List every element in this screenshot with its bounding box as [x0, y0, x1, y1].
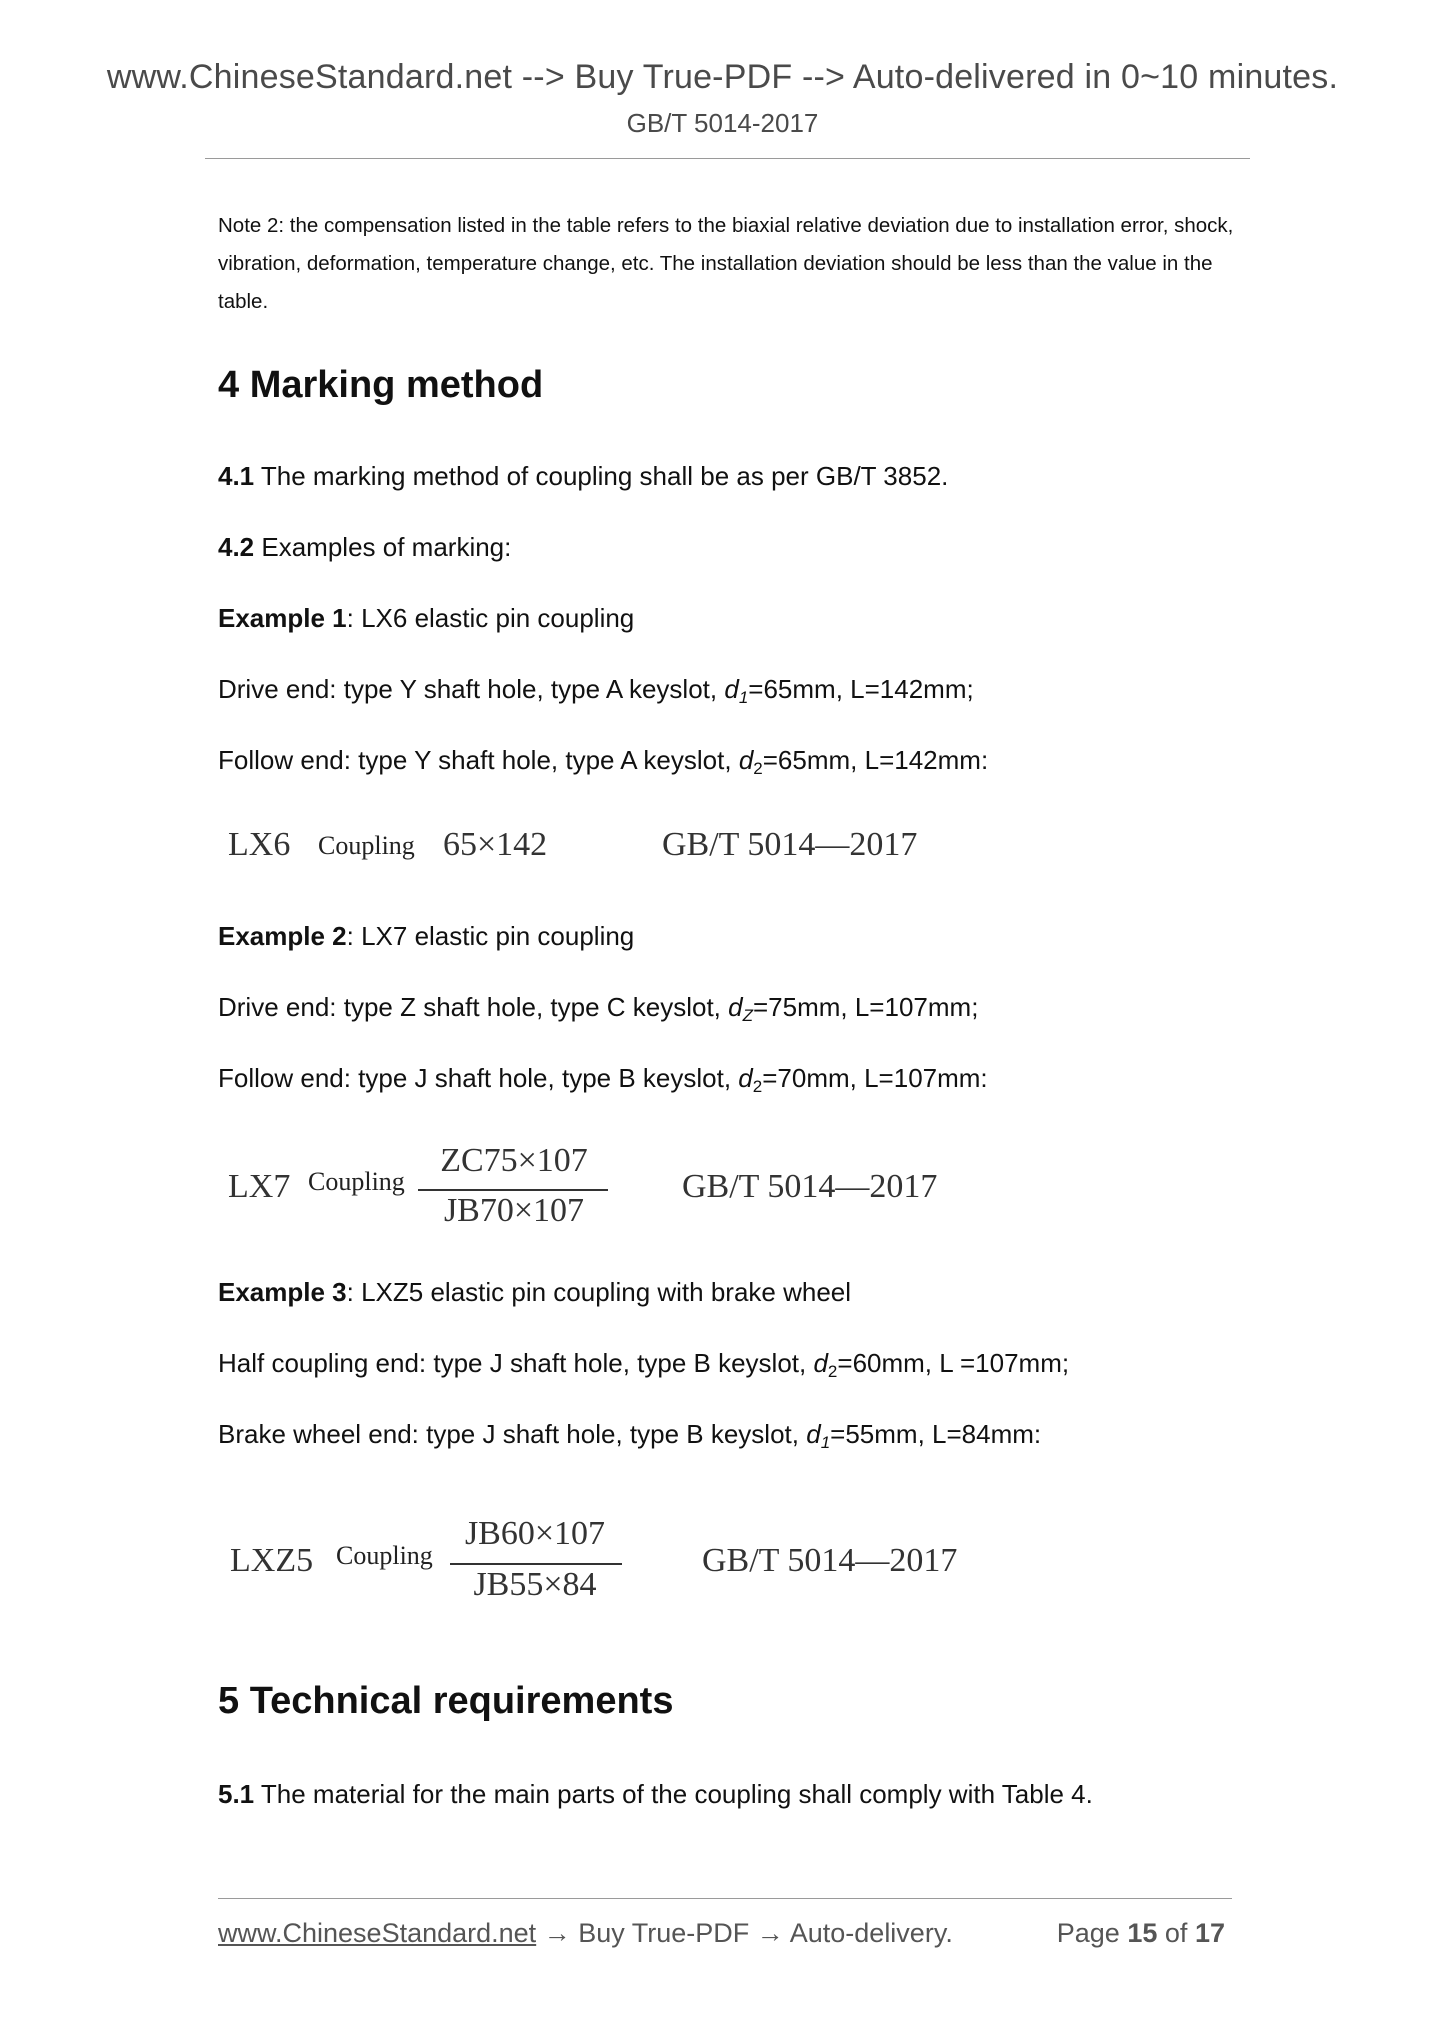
paragraph-5-1 [218, 1779, 1093, 1810]
paragraph-4-2-text: Examples of marking: [254, 532, 512, 562]
example-1-drive-sub: 1 [738, 688, 749, 707]
example-3-half-coupling-end [218, 1348, 1069, 1379]
example-1-drive-var: d [724, 674, 739, 704]
section-5-title: 5 Technical requirements [218, 1680, 674, 1722]
footer-link[interactable]: www.ChineseStandard.net [218, 1918, 537, 1948]
standard-code: GB/T 5014-2017 [626, 108, 819, 138]
paragraph-5-1-text: The material for the main parts of the coupling shall comply with Table 4. [254, 1779, 1093, 1809]
of-word: of [1164, 1918, 1188, 1948]
example-2-drive-value: =75mm, L=107mm; [752, 992, 979, 1022]
example-2-follow-end [218, 1063, 988, 1094]
example-2-desc: : LX7 elastic pin coupling [346, 921, 635, 951]
page-word: Page [1056, 1918, 1120, 1948]
example-2-mark-model: LX7 [228, 1168, 291, 1205]
paragraph-4-2 [218, 532, 511, 563]
note-2: Note 2: the compensation listed in the table refers to the biaxial relative deviation due to installation error, shock, vibration, deformation, temperature change, etc. The installation deviation should be less than the value in the table. [218, 214, 1234, 313]
header-banner[interactable]: www.ChineseStandard.net --> Buy True-PDF --> Auto-delivered in 0~10 minutes. [106, 58, 1339, 96]
example-3-desc: : LXZ5 elastic pin coupling with brake wheel [346, 1277, 852, 1307]
example-1-follow-var: d [738, 745, 754, 775]
example-3-brake-wheel-end [218, 1419, 1041, 1450]
example-2-mark-denominator: JB70×107 [443, 1192, 585, 1229]
example-2-mark-numerator: ZC75×107 [440, 1142, 588, 1179]
example-1-mark-spec: 65×142 [443, 826, 548, 863]
example-3-half-text: Half coupling end: type J shaft hole, type B keyslot, [218, 1348, 814, 1378]
paragraph-4-1-text: The marking method of coupling shall be as per GB/T 3852. [254, 461, 949, 491]
example-1-follow-end [218, 745, 988, 776]
example-3-brake-value: =55mm, L=84mm: [830, 1419, 1042, 1449]
example-3-heading [218, 1277, 851, 1308]
example-3-mark-numerator: JB60×107 [464, 1515, 606, 1552]
page-total: 17 [1194, 1918, 1225, 1948]
example-1-mark-model: LX6 [228, 826, 291, 863]
header-divider [205, 158, 1250, 159]
example-3-brake-text: Brake wheel end: type J shaft hole, type B keyslot, [218, 1419, 807, 1449]
example-2-mark-standard: GB/T 5014—2017 [682, 1168, 938, 1205]
example-2-drive-text: Drive end: type Z shaft hole, type C keyslot, [218, 992, 729, 1022]
paragraph-4-1-number: 4.1 [218, 461, 255, 491]
example-2-drive-sub: Z [742, 1006, 753, 1025]
paragraph-4-2-number: 4.2 [218, 532, 255, 562]
example-3-label: Example 3 [218, 1277, 347, 1307]
page-indicator [1057, 1918, 1225, 1949]
example-1-follow-text: Follow end: type Y shaft hole, type A keyslot, [218, 745, 739, 775]
example-1-follow-value: =65mm, L=142mm: [762, 745, 989, 775]
example-2-drive-end [218, 992, 978, 1023]
example-3-half-value: =60mm, L =107mm; [837, 1348, 1070, 1378]
example-2-follow-var: d [738, 1063, 753, 1093]
paragraph-4-1 [218, 461, 948, 492]
example-1-mark-standard: GB/T 5014—2017 [662, 826, 918, 863]
example-3-mark-denominator: JB55×84 [473, 1566, 597, 1603]
example-1-follow-sub: 2 [753, 759, 763, 778]
example-2-follow-text: Follow end: type J shaft hole, type B keyslot, [218, 1063, 739, 1093]
example-2-mark-word: Coupling [308, 1167, 405, 1196]
example-1-desc: : LX6 elastic pin coupling [346, 603, 635, 633]
example-1-drive-text: Drive end: type Y shaft hole, type A keyslot, [218, 674, 725, 704]
page-number: 15 [1127, 1918, 1158, 1948]
example-2-follow-value: =70mm, L=107mm: [762, 1063, 988, 1093]
example-2-heading [218, 921, 634, 952]
example-3-mark-model: LXZ5 [230, 1542, 314, 1579]
example-3-half-var: d [813, 1348, 828, 1378]
example-1-drive-value: =65mm, L=142mm; [748, 674, 974, 704]
example-2-follow-sub: 2 [752, 1077, 763, 1096]
paragraph-5-1-number: 5.1 [218, 1779, 255, 1809]
example-3-fraction-bar [450, 1563, 622, 1565]
footer-trail: → Buy True-PDF → Auto-delivery. [536, 1918, 953, 1948]
example-2-label: Example 2 [218, 921, 347, 951]
example-1-heading [218, 603, 634, 634]
example-3-mark-standard: GB/T 5014—2017 [702, 1542, 958, 1579]
example-1-drive-end [218, 674, 974, 705]
footer-divider [218, 1898, 1232, 1899]
example-3-brake-var: d [806, 1419, 821, 1449]
example-2-fraction-bar [418, 1189, 608, 1191]
example-3-half-sub: 2 [827, 1362, 838, 1381]
section-4-title: 4 Marking method [218, 364, 544, 406]
example-3-brake-sub: 1 [820, 1433, 831, 1452]
example-1-mark-word: Coupling [318, 831, 415, 860]
footer-left [218, 1918, 953, 1949]
example-3-mark-word: Coupling [336, 1541, 433, 1570]
example-2-drive-var: d [728, 992, 743, 1022]
example-1-label: Example 1 [218, 603, 347, 633]
